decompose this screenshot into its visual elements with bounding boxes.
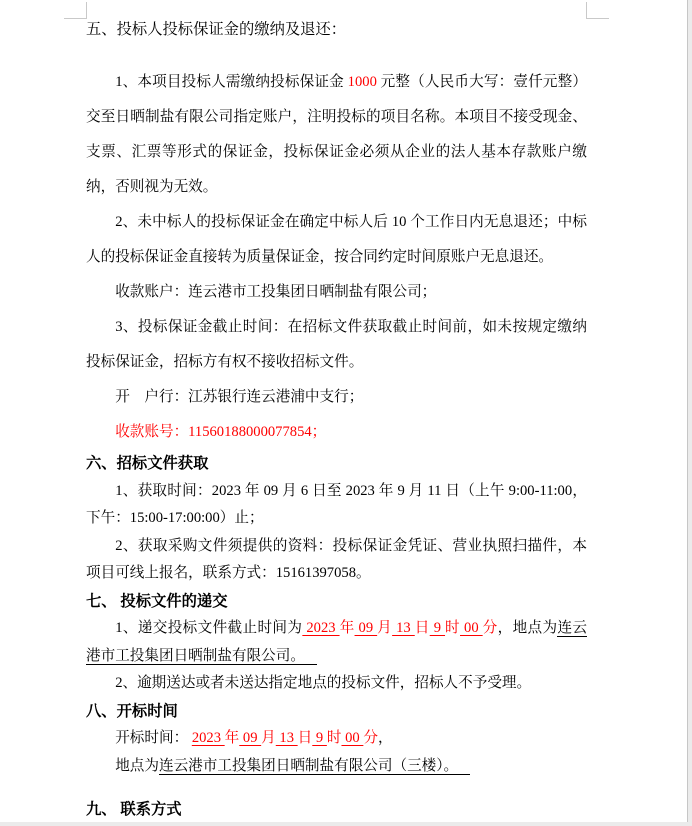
deadline-year: 2023 [302, 620, 340, 636]
opening-place: 连云港市工投集团日晒制盐有限公司（三楼）。 [159, 758, 470, 775]
opening-hour: 9 [312, 730, 327, 746]
bid-opening-place-line [86, 753, 587, 781]
section-5-heading: 五、投标人投标保证金的缴纳及退还： [86, 21, 347, 38]
section-5 [86, 12, 587, 450]
section-5-paragraph-3: 3、投标保证金截止时间：在招标文件获取截止时间前，如未按规定缴纳投标保证金，招标方有权不接收招标文件。 [86, 319, 587, 370]
document-body [86, 12, 587, 824]
opening-year-unit: 年 [224, 730, 240, 746]
deadline-month: 09 [354, 620, 378, 636]
deadline-month-unit: 月 [377, 620, 393, 636]
section-6-paragraph-1: 1、获取时间：2023 年 09 月 6 日至 2023 年 9 月 11 日（上午 9:00-11:00，下午：15:00-17:00:00）止； [86, 482, 587, 526]
section-8-heading: 八、开标时间 [86, 702, 178, 720]
opening-time-comma: ， [377, 730, 393, 746]
opening-minute: 00 [341, 730, 364, 746]
bid-opening-time-line [86, 725, 587, 753]
bank-name-line: 开 户行：江苏银行连云港浦中支行； [115, 389, 364, 405]
opening-month-unit: 月 [261, 730, 276, 746]
account-number-line: 收款账号：11560188000077854； [115, 424, 327, 440]
section-5-paragraph-1 [86, 65, 587, 205]
section-7-paragraph-1 [86, 615, 587, 670]
opening-month: 09 [239, 730, 262, 746]
deadline-day: 13 [392, 620, 415, 636]
bid-opening-time-label: 开标时间： [115, 730, 192, 746]
deadline-minute: 00 [460, 620, 483, 636]
section-6-paragraph-2: 2、获取采购文件须提供的资料：投标保证金凭证、营业执照扫描件，本项目可线上报名，联系方式：15161397058。 [86, 537, 587, 581]
text-boundary-mark-top-left-horizontal [64, 18, 86, 19]
opening-year: 2023 [191, 730, 225, 746]
section-5-paragraph-2: 2、未中标人的投标保证金在确定中标人后 10 个工作日内无息退还；中标人的投标保证金直接转为质量保证金，按合同约定时间原账户无息退还。 [86, 214, 587, 265]
opening-place-label: 地点为 [115, 757, 159, 774]
section-9-heading: 九、 联系方式 [86, 801, 182, 818]
deadline-hour-unit: 时 [445, 620, 461, 636]
opening-day-unit: 日 [297, 730, 313, 746]
submission-place-label: ，地点为 [497, 620, 558, 636]
sections-6-to-9 [86, 450, 587, 824]
opening-minute-unit: 分 [363, 730, 378, 746]
deadline-day-unit: 日 [414, 620, 430, 636]
deposit-amount: 1000 [343, 74, 381, 90]
submission-place: 连云港市工投集团日晒制盐有限公司。 [86, 620, 587, 664]
deadline-hour: 9 [429, 620, 446, 636]
opening-day: 13 [275, 730, 298, 746]
opening-hour-unit: 时 [326, 730, 342, 746]
deposit-text-pre: 1、本项目投标人需缴纳投标保证金 [115, 74, 344, 90]
text-boundary-mark-top-right-horizontal [587, 18, 609, 19]
section-7-heading: 七、 投标文件的递交 [86, 592, 228, 610]
deadline-minute-unit: 分 [482, 620, 498, 636]
payee-account-name: 收款账户：连云港市工投集团日晒制盐有限公司； [115, 284, 437, 300]
deadline-year-unit: 年 [339, 620, 355, 636]
section-7-paragraph-2: 2、逾期送达或者未送达指定地点的投标文件，招标人不予受理。 [115, 675, 532, 691]
section-6-heading: 六、招标文件获取 [86, 455, 209, 472]
submission-deadline-label: 1、递交投标文件截止时间为 [115, 620, 303, 636]
deposit-text-post: 元整（人民币大写：壹仟元整）交至日晒制盐有限公司指定账户，注明投标的项目名称。本项目不接受现金、支票、汇票等形式的保证金，投标保证金必须从企业的法人基本存款账户缴纳，否则视为无效。 [86, 74, 587, 195]
